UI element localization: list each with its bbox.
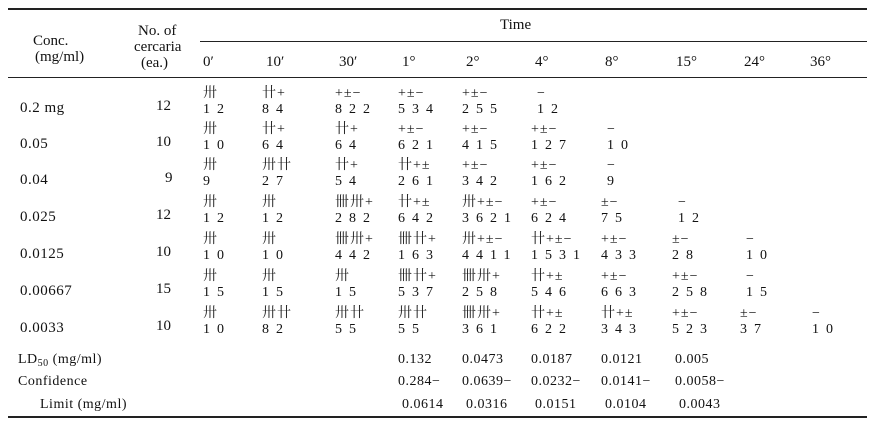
- reaction-counts: 75: [601, 211, 629, 226]
- reaction-symbols: 卄+: [335, 158, 359, 173]
- reaction-cell: [462, 307, 504, 339]
- reaction-counts: 82: [262, 322, 290, 337]
- reaction-counts: 64: [262, 138, 290, 153]
- reaction-symbols: 卅: [203, 306, 218, 321]
- reaction-cell: [678, 196, 706, 228]
- conc-unit-header: (mg/ml): [35, 49, 85, 65]
- reaction-counts: 1531: [531, 248, 587, 263]
- reaction-symbols: 卌卄+: [398, 269, 437, 284]
- reaction-counts: 10: [203, 322, 231, 337]
- reaction-symbols: 卄+±: [531, 306, 564, 321]
- reaction-counts: 3621: [462, 211, 518, 226]
- upper-limit-value: 0.0639−: [462, 374, 512, 389]
- reaction-counts: 342: [462, 174, 504, 189]
- time-column-header: 10′: [266, 54, 285, 70]
- reaction-symbols: 卄+: [262, 122, 286, 137]
- conc-value: 0.04: [20, 172, 49, 188]
- ld50-value: 0.005: [675, 352, 709, 367]
- cercaria-count: 10: [156, 134, 171, 150]
- reaction-symbols: 卄+±: [531, 269, 564, 284]
- cercaria-header-3: (ea.): [141, 55, 169, 71]
- reaction-cell: [335, 196, 377, 228]
- reaction-counts: 282: [335, 211, 377, 226]
- reaction-cell: [203, 123, 231, 155]
- reaction-counts: 822: [335, 102, 377, 117]
- reaction-counts: 12: [203, 102, 231, 117]
- reaction-cell: [462, 87, 504, 119]
- lower-limit-value: 0.0614: [402, 397, 444, 412]
- reaction-cell: [462, 196, 518, 228]
- reaction-counts: 663: [601, 285, 643, 300]
- reaction-cell: [672, 233, 700, 265]
- reaction-symbols: 卅卄: [262, 306, 292, 321]
- lower-limit-value: 0.0104: [605, 397, 647, 412]
- reaction-cell: [740, 307, 768, 339]
- reaction-counts: 10: [203, 138, 231, 153]
- reaction-counts: 261: [398, 174, 440, 189]
- reaction-cell: [531, 196, 573, 228]
- conc-header: Conc.: [33, 33, 69, 49]
- reaction-symbols: +±−: [462, 158, 489, 173]
- reaction-symbols: +±−: [531, 158, 558, 173]
- reaction-counts: 624: [531, 211, 573, 226]
- reaction-counts: 37: [740, 322, 768, 337]
- time-rule: [200, 41, 867, 42]
- reaction-counts: 55: [335, 322, 363, 337]
- reaction-cell: [398, 233, 440, 265]
- reaction-counts: 163: [398, 248, 440, 263]
- reaction-cell: [262, 159, 292, 191]
- conc-value: 0.0125: [20, 246, 65, 262]
- reaction-counts: 64: [335, 138, 363, 153]
- reaction-counts: 84: [262, 102, 290, 117]
- reaction-symbols: +±−: [398, 122, 425, 137]
- reaction-counts: 10: [812, 322, 840, 337]
- reaction-symbols: 卅: [203, 86, 218, 101]
- upper-limit-value: 0.0058−: [675, 374, 725, 389]
- reaction-counts: 534: [398, 102, 440, 117]
- reaction-counts: 15: [335, 285, 363, 300]
- lower-limit-value: 0.0043: [679, 397, 721, 412]
- reaction-counts: 415: [462, 138, 504, 153]
- reaction-symbols: 卅+±−: [462, 195, 504, 210]
- reaction-counts: 622: [531, 322, 573, 337]
- reaction-symbols: −: [607, 122, 616, 137]
- reaction-counts: 12: [678, 211, 706, 226]
- reaction-symbols: −: [607, 158, 616, 173]
- time-column-header: 8°: [605, 54, 619, 70]
- reaction-cell: [398, 87, 440, 119]
- reaction-symbols: +±−: [335, 86, 362, 101]
- reaction-symbols: 卌卅+: [462, 269, 501, 284]
- reaction-symbols: +±−: [531, 122, 558, 137]
- reaction-cell: [537, 87, 565, 119]
- reaction-symbols: 卅: [335, 269, 350, 284]
- cercaria-count: 12: [156, 207, 171, 223]
- cercaria-count: 15: [156, 281, 171, 297]
- reaction-counts: 55: [398, 322, 426, 337]
- reaction-symbols: 卅: [203, 122, 218, 137]
- reaction-symbols: 卅卄: [398, 306, 428, 321]
- reaction-counts: 12: [537, 102, 565, 117]
- reaction-counts: 12: [262, 211, 290, 226]
- reaction-symbols: 卅: [262, 269, 277, 284]
- time-header: Time: [500, 17, 532, 33]
- reaction-cell: [262, 196, 290, 228]
- reaction-symbols: ±−: [740, 306, 758, 321]
- ld50-value: 0.0473: [462, 352, 504, 367]
- reaction-cell: [462, 270, 504, 302]
- reaction-counts: 10: [746, 248, 774, 263]
- cercaria-count: 12: [156, 98, 171, 114]
- reaction-symbols: +±−: [672, 306, 699, 321]
- reaction-cell: [531, 270, 573, 302]
- time-column-header: 30′: [339, 54, 358, 70]
- reaction-counts: 15: [262, 285, 290, 300]
- reaction-symbols: 卄+: [335, 122, 359, 137]
- reaction-symbols: −: [746, 232, 755, 247]
- reaction-symbols: 卌卄+: [398, 232, 437, 247]
- reaction-counts: 127: [531, 138, 573, 153]
- time-column-header: 2°: [466, 54, 480, 70]
- reaction-counts: 642: [398, 211, 440, 226]
- reaction-cell: [531, 233, 587, 265]
- reaction-symbols: −: [678, 195, 687, 210]
- reaction-symbols: 卅: [203, 269, 218, 284]
- reaction-cell: [203, 87, 231, 119]
- reaction-cell: [531, 159, 573, 191]
- reaction-symbols: 卄+±: [398, 195, 431, 210]
- reaction-symbols: +±−: [672, 269, 699, 284]
- reaction-counts: 255: [462, 102, 504, 117]
- reaction-cell: [462, 159, 504, 191]
- ld50-value: 0.0121: [601, 352, 643, 367]
- reaction-cell: [607, 159, 621, 191]
- reaction-symbols: ±−: [601, 195, 619, 210]
- reaction-cell: [746, 233, 774, 265]
- reaction-symbols: 卅卄: [335, 306, 365, 321]
- reaction-counts: 28: [672, 248, 700, 263]
- reaction-cell: [203, 270, 231, 302]
- reaction-symbols: 卌卅+: [462, 306, 501, 321]
- conc-value: 0.0033: [20, 320, 65, 336]
- reaction-cell: [398, 196, 440, 228]
- reaction-counts: 433: [601, 248, 643, 263]
- reaction-counts: 4411: [462, 248, 518, 263]
- reaction-cell: [601, 233, 643, 265]
- ld50-value: 0.0187: [531, 352, 573, 367]
- reaction-symbols: 卄+±: [601, 306, 634, 321]
- conc-value: 0.00667: [20, 283, 73, 299]
- cercaria-header-1: No. of: [138, 23, 177, 39]
- reaction-symbols: −: [746, 269, 755, 284]
- reaction-cell: [203, 307, 231, 339]
- reaction-counts: 27: [262, 174, 290, 189]
- reaction-counts: 10: [262, 248, 290, 263]
- reaction-cell: [531, 307, 573, 339]
- reaction-cell: [335, 123, 363, 155]
- reaction-symbols: 卅: [203, 158, 218, 173]
- cercaria-header-2: cercaria: [134, 39, 182, 55]
- reaction-symbols: 卅: [203, 195, 218, 210]
- time-column-header: 24°: [744, 54, 765, 70]
- reaction-counts: 54: [335, 174, 363, 189]
- reaction-counts: 162: [531, 174, 573, 189]
- reaction-counts: 9: [607, 174, 621, 189]
- reaction-cell: [398, 307, 428, 339]
- reaction-counts: 258: [462, 285, 504, 300]
- time-column-header: 36°: [810, 54, 831, 70]
- top-rule: [8, 8, 867, 10]
- reaction-counts: 621: [398, 138, 440, 153]
- upper-limit-value: 0.0141−: [601, 374, 651, 389]
- reaction-symbols: ±−: [672, 232, 690, 247]
- reaction-symbols: 卅: [203, 232, 218, 247]
- bottom-rule: [8, 416, 867, 418]
- header-bottom-rule: [8, 77, 867, 78]
- reaction-symbols: +±−: [531, 195, 558, 210]
- time-column-header: 1°: [402, 54, 416, 70]
- lower-limit-value: 0.0151: [535, 397, 577, 412]
- reaction-cell: [398, 159, 440, 191]
- reaction-symbols: −: [537, 86, 546, 101]
- reaction-cell: [203, 159, 218, 191]
- reaction-symbols: +±−: [601, 232, 628, 247]
- reaction-symbols: 卅: [262, 195, 277, 210]
- reaction-cell: [335, 159, 363, 191]
- reaction-cell: [262, 233, 290, 265]
- reaction-cell: [601, 270, 643, 302]
- reaction-symbols: 卄+: [262, 86, 286, 101]
- cercaria-count: 10: [156, 318, 171, 334]
- reaction-cell: [335, 87, 377, 119]
- reaction-counts: 361: [462, 322, 504, 337]
- reaction-cell: [335, 270, 363, 302]
- reaction-symbols: +±−: [398, 86, 425, 101]
- reaction-cell: [262, 307, 292, 339]
- reaction-symbols: −: [812, 306, 821, 321]
- reaction-cell: [335, 307, 365, 339]
- reaction-symbols: 卅卄: [262, 158, 292, 173]
- upper-limit-value: 0.0232−: [531, 374, 581, 389]
- time-column-header: 0′: [203, 54, 214, 70]
- reaction-cell: [262, 123, 290, 155]
- reaction-symbols: 卄+±: [398, 158, 431, 173]
- reaction-counts: 9: [203, 174, 217, 189]
- reaction-counts: 10: [607, 138, 635, 153]
- reaction-cell: [203, 233, 231, 265]
- upper-limit-value: 0.284−: [398, 374, 441, 389]
- lower-limit-value: 0.0316: [466, 397, 508, 412]
- reaction-symbols: 卅: [262, 232, 277, 247]
- reaction-counts: 442: [335, 248, 377, 263]
- reaction-cell: [601, 196, 629, 228]
- time-column-header: 4°: [535, 54, 549, 70]
- reaction-cell: [262, 87, 290, 119]
- reaction-cell: [601, 307, 643, 339]
- reaction-cell: [462, 233, 517, 265]
- reaction-cell: [531, 123, 573, 155]
- reaction-symbols: +±−: [462, 122, 489, 137]
- ld50-value: 0.132: [398, 352, 432, 367]
- time-column-header: 15°: [676, 54, 697, 70]
- reaction-cell: [672, 270, 714, 302]
- reaction-symbols: 卌卅+: [335, 195, 374, 210]
- confidence-label: Confidence: [18, 374, 88, 389]
- reaction-cell: [262, 270, 290, 302]
- conc-value: 0.2 mg: [20, 100, 65, 116]
- reaction-symbols: 卅+±−: [462, 232, 504, 247]
- reaction-cell: [746, 270, 774, 302]
- conc-value: 0.05: [20, 136, 49, 152]
- reaction-counts: 15: [203, 285, 231, 300]
- reaction-cell: [398, 123, 440, 155]
- limit-label: Limit (mg/ml): [40, 397, 127, 412]
- reaction-cell: [398, 270, 440, 302]
- reaction-cell: [462, 123, 504, 155]
- reaction-cell: [812, 307, 840, 339]
- ld50-label: $LD_{50}$ (mg/ml): [18, 352, 103, 369]
- cercaria-count: 9: [165, 170, 173, 186]
- reaction-counts: 343: [601, 322, 643, 337]
- reaction-counts: 537: [398, 285, 440, 300]
- reaction-counts: 258: [672, 285, 714, 300]
- reaction-counts: 15: [746, 285, 774, 300]
- conc-value: 0.025: [20, 209, 57, 225]
- reaction-symbols: 卄+±−: [531, 232, 573, 247]
- reaction-symbols: +±−: [601, 269, 628, 284]
- reaction-counts: 12: [203, 211, 231, 226]
- reaction-counts: 10: [203, 248, 231, 263]
- cercaria-count: 10: [156, 244, 171, 260]
- reaction-counts: 546: [531, 285, 573, 300]
- reaction-symbols: 卌卅+: [335, 232, 374, 247]
- reaction-cell: [672, 307, 714, 339]
- reaction-cell: [203, 196, 231, 228]
- reaction-counts: 523: [672, 322, 714, 337]
- reaction-cell: [335, 233, 377, 265]
- reaction-cell: [607, 123, 635, 155]
- reaction-symbols: +±−: [462, 86, 489, 101]
